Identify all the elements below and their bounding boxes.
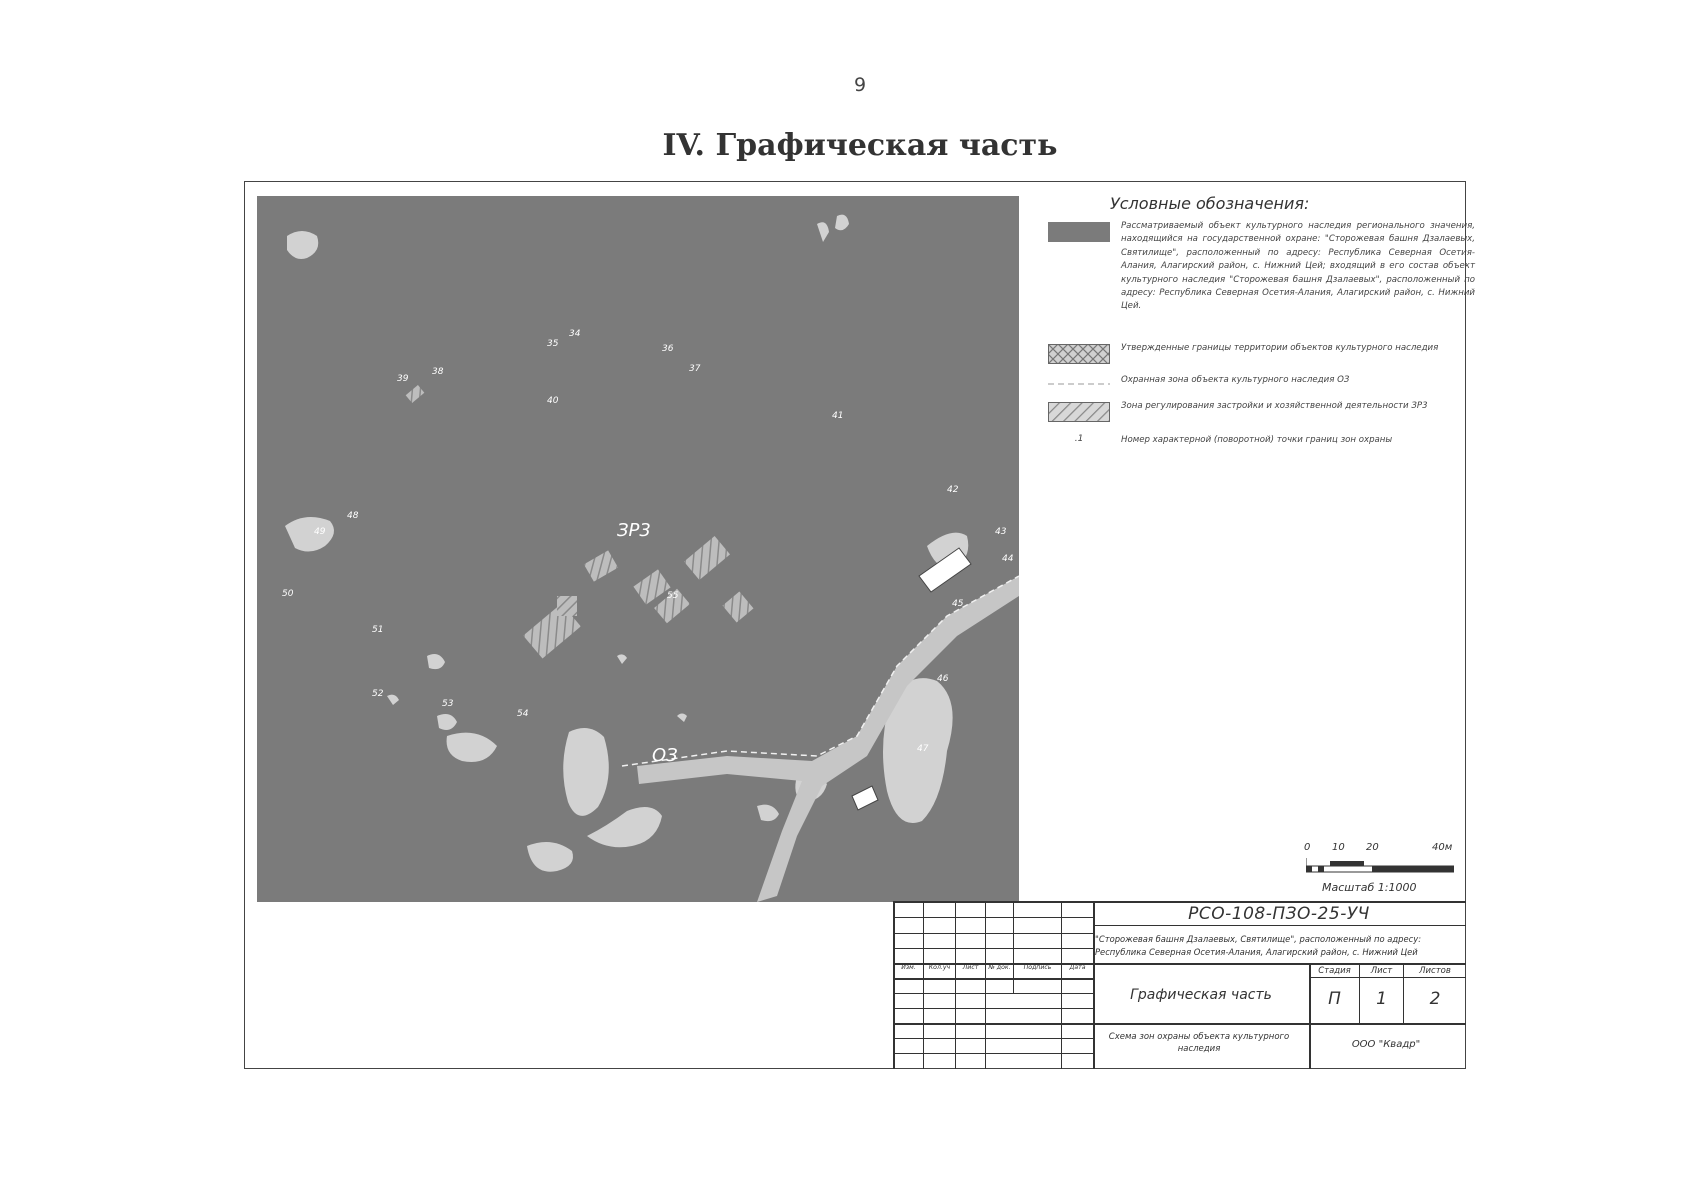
- point-label: 38: [432, 367, 444, 377]
- point-label: 41: [832, 411, 844, 421]
- title-block: [893, 901, 1466, 1069]
- object-name: "Сторожевая башня Дзалаевых, Святилище", расположенный по адресу: Республика Северная Осетия-Алания, Алагирский район, с. Нижний Цей: [1095, 934, 1422, 957]
- legend-text: Утвержденные границы территории объектов культурного наследия: [1121, 343, 1439, 353]
- point-label: 44: [1002, 554, 1014, 564]
- stamp-col-header: Лист: [962, 964, 979, 971]
- point-label: 50: [282, 589, 294, 599]
- point-label: 42: [947, 485, 959, 495]
- stamp-col-header: Изм.: [901, 964, 916, 971]
- point-label: 40: [547, 396, 559, 406]
- point-label: 54: [517, 709, 529, 719]
- sheet-name: Графическая часть: [1130, 987, 1272, 1003]
- zone-label-zr3: ЗР3: [617, 520, 651, 541]
- scale-tick: 0: [1304, 842, 1311, 853]
- sheet-label: Лист: [1370, 966, 1393, 976]
- legend-text: Зона регулирования застройки и хозяйственной деятельности ЗР3: [1121, 401, 1428, 411]
- point-label: 46: [937, 674, 949, 684]
- zone-label-oz: ОЗ: [652, 745, 678, 766]
- map-canvas[interactable]: [257, 196, 1019, 902]
- point-label: 48: [347, 511, 359, 521]
- document-code: РСО-108-ПЗО-25-УЧ: [1188, 904, 1370, 924]
- solid-fill-swatch: [1048, 222, 1110, 242]
- point-label: 34: [569, 329, 581, 339]
- legend-title: Условные обозначения:: [1110, 194, 1310, 213]
- stage-value: П: [1328, 989, 1341, 1009]
- stamp-col-header: Подпись: [1023, 964, 1052, 971]
- stamp-col-header: Дата: [1069, 964, 1086, 971]
- scale-caption: Масштаб 1:1000: [1322, 881, 1417, 894]
- point-label: 52: [372, 689, 384, 699]
- organization: ООО "Квадр": [1351, 1039, 1421, 1050]
- scale-bar: [1300, 842, 1460, 902]
- diagonal-hatch-swatch: [1048, 402, 1110, 422]
- legend-text: Охранная зона объекта культурного наследия ОЗ: [1121, 375, 1350, 385]
- point-label: 49: [314, 527, 326, 537]
- point-label: 37: [689, 364, 701, 374]
- point-label: 53: [442, 699, 454, 709]
- stamp-col-header: Кол.уч: [928, 964, 951, 971]
- point-label: 51: [372, 625, 384, 635]
- sheets-label: Листов: [1419, 966, 1451, 976]
- point-label: 39: [397, 374, 409, 384]
- crosshatch-swatch: [1048, 344, 1110, 364]
- sheet-value: 1: [1376, 989, 1387, 1009]
- page-number: 9: [853, 74, 867, 96]
- point-symbol: .1: [1074, 434, 1084, 444]
- point-label: 55: [667, 591, 679, 601]
- point-label: 43: [995, 527, 1007, 537]
- dashed-line-swatch: [1048, 374, 1110, 394]
- legend: [1030, 192, 1475, 445]
- stamp-col-header: № док.: [988, 964, 1011, 971]
- scale-tick: 20: [1366, 842, 1379, 853]
- page-title: IV. Графическая часть: [662, 128, 1058, 163]
- legend-text: Номер характерной (поворотной) точки границ зон охраны: [1121, 435, 1393, 445]
- point-label: 47: [917, 744, 929, 754]
- point-label: 35: [547, 339, 559, 349]
- stage-label: Стадия: [1318, 966, 1351, 976]
- scale-tick: 10: [1332, 842, 1345, 853]
- scheme-description: Схема зон охраны объекта культурного наследия: [1108, 1032, 1290, 1054]
- map-area[interactable]: [257, 196, 1019, 902]
- point-label: 36: [662, 344, 674, 354]
- point-label: 45: [952, 599, 964, 609]
- legend-text: Рассматриваемый объект культурного наследия регионального значения, находящийся на государственной охране: "Сторожевая башня Дзалаевых, Святилище", расположенный по адресу: Республика Северная Осетия-Алания, Алагирский район, с. Нижний Цей; входящий в его состав объект культурного наследия "Сторожевая башня Дзалаевых", расположенный по адресу: Республика Северная Осетия-Алания, Алагирский район, с. Нижний Цей.: [1121, 221, 1475, 312]
- sheets-value: 2: [1429, 989, 1441, 1009]
- scale-tick: 40м: [1432, 842, 1453, 853]
- scale-graphic: [1306, 858, 1454, 874]
